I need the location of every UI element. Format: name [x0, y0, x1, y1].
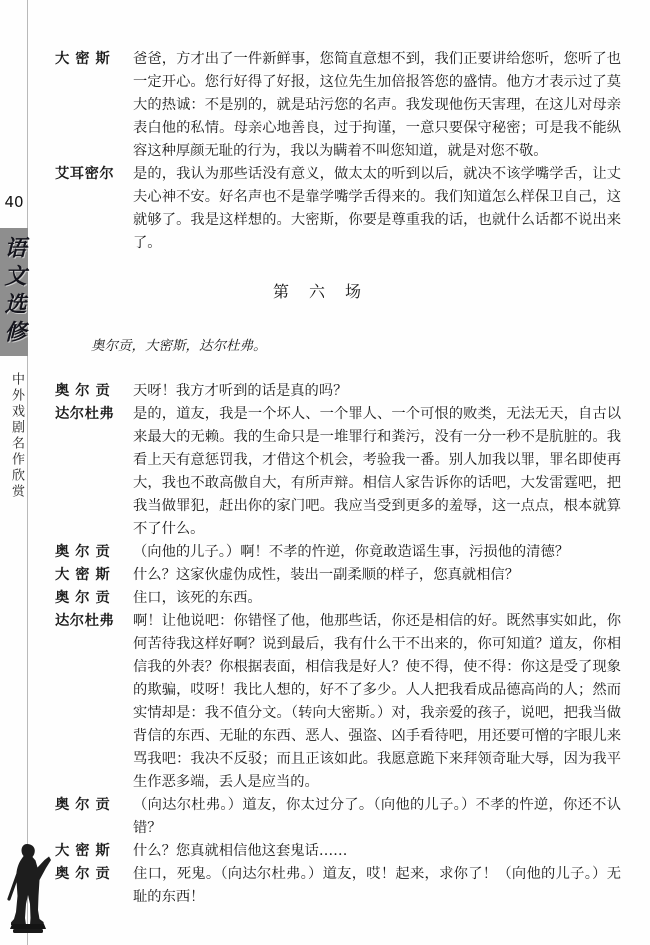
- speech-text: 什么？这家伙虚伪成性，装出一副柔顺的样子，您真就相信？: [133, 567, 520, 583]
- speaker-name: 奥 尔 贡: [55, 866, 111, 882]
- dialogue-row: [55, 403, 621, 541]
- speech-text: 是的，道友，我是一个坏人、一个罪人、一个可恨的败类，无法无天，自古以来最大的无赖。我的生命只是一堆罪行和粪污，没有一分一秒不是肮脏的。我看上天有意惩罚我，才借这个机会，考验我一番。别人加我以罪，罪名即使再大，我也不敢高傲自大，有所声辩。相信人家告诉你的话吧，大发雷霆吧，把我当做罪犯，赶出你的家门吧。我应当受到更多的羞辱，这一点点，根本就算不了什么。: [133, 406, 621, 537]
- speaker-name: 奥 尔 贡: [55, 797, 111, 813]
- dialogue-row: [55, 564, 621, 587]
- speaker-name: 大 密 斯: [55, 843, 111, 859]
- speech-text: 天呀！我方才听到的话是真的吗？: [133, 383, 348, 399]
- speech-text: （向达尔杜弗。）道友，你太过分了。（向他的儿子。）不孝的忤逆，你还不认错？: [133, 797, 621, 836]
- speech-text: （向他的儿子。）啊！不孝的忤逆，你竟敢造谣生事，污损他的清德？: [133, 544, 570, 560]
- series-title-calligraphy: 语文选修: [1, 236, 27, 348]
- dialogue-row: [55, 380, 621, 403]
- speech-text: 住口，该死的东西。: [133, 590, 262, 606]
- series-title-block: [0, 228, 28, 356]
- dialogue-row: [55, 794, 621, 840]
- dialogue-row: [55, 610, 621, 794]
- speech-text: 爸爸，方才出了一件新鲜事，您简直意想不到，我们正要讲给您听，您听了也一定开心。您行好得了好报，这位先生加倍报答您的盛情。他方才表示过了莫大的热诚：不是别的，就是玷污您的名声。我发现他伤天害理，在这儿对母亲表白他的私情。母亲心地善良，过于拘谨，一意只要保守秘密；可是我不能纵容这种厚颜无耻的行为，我以为瞒着不叫您知道，就是对您不敬。: [133, 51, 621, 159]
- script-text-column: [55, 48, 621, 909]
- book-title-vertical: 中外戏剧名作欣赏: [9, 372, 24, 500]
- speaker-name: 奥 尔 贡: [55, 544, 111, 560]
- speaker-name: 奥 尔 贡: [55, 383, 111, 399]
- speaker-name: 大 密 斯: [55, 51, 111, 67]
- statue-figurine-icon: [2, 840, 54, 935]
- dialogue-row: [55, 541, 621, 564]
- scene-heading: 第 六 场: [272, 282, 363, 301]
- margin-divider-line: [27, 0, 28, 945]
- dialogue-row: [55, 587, 621, 610]
- speaker-name: 达尔杜弗: [55, 613, 115, 629]
- dialogue-row: [55, 863, 621, 909]
- page-number: 40: [4, 193, 24, 211]
- dialogue-row: [55, 48, 621, 163]
- cast-stage-direction: 奥尔贡，大密斯，达尔杜弗。: [91, 338, 267, 354]
- speech-text: 什么？您真就相信他这套鬼话……: [133, 843, 348, 859]
- dialogue-row: [55, 163, 621, 255]
- dialogue-row: [55, 840, 621, 863]
- speech-text: 啊！让他说吧：你错怪了他，他那些话，你还是相信的好。既然事实如此，你何苦待我这样好啊？说到最后，我有什么干不出来的，你可知道？道友，你相信我的外表？你根据表面，相信我是好人？使不得，使不得：你这是受了现象的欺骗，哎呀！我比人想的，好不了多少。人人把我看成品德高尚的人；然而实情却是：我不值分文。（转向大密斯。）对，我亲爱的孩子，说吧，把我当做背信的东西、无耻的东西、恶人、强盗、凶手看待吧，用还要可憎的字眼儿来骂我吧：我决不反驳；而且正该如此。我愿意跪下来拜领奇耻大辱，因为我平生作恶多端，丢人是应当的。: [133, 613, 621, 790]
- speaker-name: 奥 尔 贡: [55, 590, 111, 606]
- speech-text: 住口，死鬼。（向达尔杜弗。）道友，哎！起来，求你了！（向他的儿子。）无耻的东西！: [133, 866, 621, 905]
- speaker-name: 艾耳密尔: [55, 166, 115, 182]
- speech-text: 是的，我认为那些话没有意义，做太太的听到以后，就决不该学嘴学舌，让丈夫心神不安。好名声也不是靠学嘴学舌得来的。我们知道怎么样保卫自己，这就够了。我是这样想的。大密斯，你要是尊重我的话，也就什么话都不说出来了。: [133, 166, 621, 251]
- speaker-name: 达尔杜弗: [55, 406, 115, 422]
- speaker-name: 大 密 斯: [55, 567, 111, 583]
